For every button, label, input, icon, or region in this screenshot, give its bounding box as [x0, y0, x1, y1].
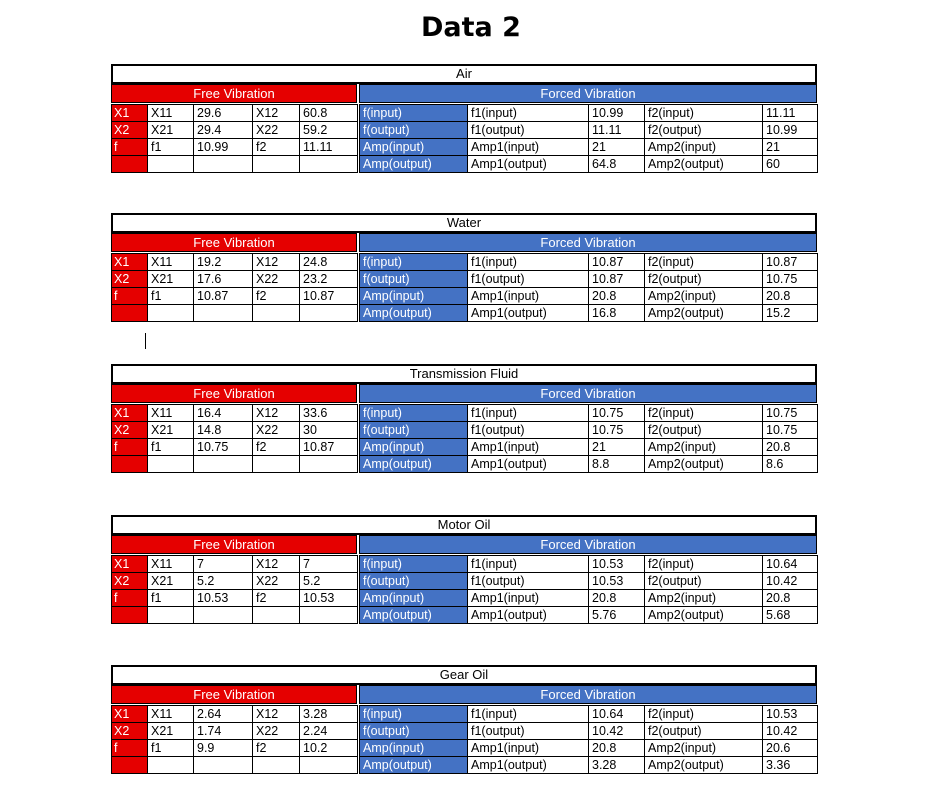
table-cell: [148, 757, 194, 774]
table-cell: 10.75: [763, 405, 818, 422]
table-cell: X1: [112, 706, 148, 723]
table-cell: 20.6: [763, 740, 818, 757]
table-cell: Amp1(input): [468, 288, 589, 305]
free-vibration-header: Free Vibration: [111, 84, 357, 103]
table-cell: X1: [112, 254, 148, 271]
free-vibration-header: Free Vibration: [111, 384, 357, 403]
table-cell: f2(output): [645, 122, 763, 139]
table-cell: X11: [148, 405, 194, 422]
table-cell: 10.99: [194, 139, 253, 156]
table-cell: [253, 607, 300, 624]
table-row: [360, 422, 818, 439]
table-row: [112, 573, 358, 590]
table-cell: [300, 607, 358, 624]
table-cell: [112, 456, 148, 473]
table-cell: X22: [253, 573, 300, 590]
table-cell: 10.75: [589, 422, 645, 439]
table-cell: f2(output): [645, 573, 763, 590]
table-cell: [194, 607, 253, 624]
table-cell: f2: [253, 590, 300, 607]
table-cell: f(output): [360, 573, 468, 590]
table-row: [112, 122, 358, 139]
table-cell: f(output): [360, 422, 468, 439]
table-cell: 10.99: [763, 122, 818, 139]
table-row: [360, 757, 818, 774]
table-cell: Amp1(input): [468, 590, 589, 607]
table-cell: f(output): [360, 271, 468, 288]
table-cell: 10.75: [589, 405, 645, 422]
data-block: [111, 364, 817, 482]
table-cell: 16.4: [194, 405, 253, 422]
table-row: [112, 456, 358, 473]
table-cell: X12: [253, 556, 300, 573]
table-cell: 7: [194, 556, 253, 573]
table-cell: 10.64: [589, 706, 645, 723]
table-cell: X1: [112, 405, 148, 422]
table-cell: [112, 757, 148, 774]
table-cell: [148, 305, 194, 322]
fluid-title: Motor Oil: [111, 515, 817, 535]
table-cell: f2(output): [645, 271, 763, 288]
table-cell: X11: [148, 254, 194, 271]
table-cell: 15.2: [763, 305, 818, 322]
table-cell: f(input): [360, 105, 468, 122]
table-row: [112, 288, 358, 305]
table-cell: 23.2: [300, 271, 358, 288]
table-cell: f2(input): [645, 556, 763, 573]
table-row: [112, 271, 358, 288]
table-cell: [300, 456, 358, 473]
free-vibration-header: Free Vibration: [111, 535, 357, 554]
table-cell: [253, 456, 300, 473]
table-cell: f1(output): [468, 422, 589, 439]
data-block: [111, 515, 817, 633]
table-cell: 10.75: [763, 271, 818, 288]
table-row: [360, 288, 818, 305]
table-cell: f1: [148, 439, 194, 456]
table-row: [360, 122, 818, 139]
table-cell: 30: [300, 422, 358, 439]
table-cell: X21: [148, 422, 194, 439]
table-cell: X12: [253, 706, 300, 723]
table-cell: X22: [253, 422, 300, 439]
table-cell: [253, 305, 300, 322]
table-cell: [300, 757, 358, 774]
forced-vibration-table: [359, 705, 818, 774]
table-cell: X21: [148, 271, 194, 288]
table-cell: 20.8: [589, 590, 645, 607]
table-cell: 10.2: [300, 740, 358, 757]
table-cell: Amp2(output): [645, 156, 763, 173]
table-cell: Amp1(output): [468, 757, 589, 774]
table-cell: 21: [589, 139, 645, 156]
table-row: [112, 723, 358, 740]
table-cell: 11.11: [763, 105, 818, 122]
table-cell: X11: [148, 556, 194, 573]
fluid-title: Air: [111, 64, 817, 84]
forced-vibration-table: [359, 253, 818, 322]
table-cell: 3.28: [300, 706, 358, 723]
table-cell: 10.87: [194, 288, 253, 305]
table-cell: 10.64: [763, 556, 818, 573]
table-row: [112, 556, 358, 573]
table-row: [360, 439, 818, 456]
table-cell: 10.87: [589, 271, 645, 288]
free-vibration-header: Free Vibration: [111, 685, 357, 704]
table-cell: f(input): [360, 405, 468, 422]
table-cell: 10.42: [763, 723, 818, 740]
table-cell: f(input): [360, 556, 468, 573]
table-cell: Amp(output): [360, 607, 468, 624]
table-cell: Amp2(output): [645, 757, 763, 774]
table-cell: f1(output): [468, 271, 589, 288]
table-cell: f2: [253, 288, 300, 305]
table-cell: Amp(output): [360, 305, 468, 322]
table-cell: 5.2: [300, 573, 358, 590]
page-title: Data 2: [421, 12, 521, 43]
table-row: [360, 740, 818, 757]
table-cell: X22: [253, 271, 300, 288]
table-cell: Amp2(input): [645, 740, 763, 757]
table-cell: [112, 156, 148, 173]
table-cell: 14.8: [194, 422, 253, 439]
table-row: [360, 156, 818, 173]
table-cell: Amp(input): [360, 740, 468, 757]
table-cell: 10.42: [763, 573, 818, 590]
table-row: [360, 573, 818, 590]
table-cell: [148, 456, 194, 473]
table-cell: f(output): [360, 122, 468, 139]
table-row: [360, 254, 818, 271]
forced-vibration-header: Forced Vibration: [359, 84, 817, 103]
table-cell: 60.8: [300, 105, 358, 122]
table-cell: 20.8: [589, 288, 645, 305]
table-row: [112, 439, 358, 456]
free-vibration-table: [111, 253, 358, 322]
table-row: [112, 405, 358, 422]
table-row: [112, 305, 358, 322]
table-cell: Amp2(input): [645, 590, 763, 607]
table-row: [112, 706, 358, 723]
table-cell: 5.68: [763, 607, 818, 624]
free-vibration-header: Free Vibration: [111, 233, 357, 252]
forced-vibration-header: Forced Vibration: [359, 685, 817, 704]
table-cell: f2(output): [645, 723, 763, 740]
table-cell: f2(input): [645, 254, 763, 271]
table-cell: X11: [148, 706, 194, 723]
table-row: [112, 757, 358, 774]
table-cell: f1(output): [468, 573, 589, 590]
table-cell: 3.36: [763, 757, 818, 774]
table-cell: f1(output): [468, 723, 589, 740]
table-cell: f1: [148, 590, 194, 607]
table-cell: f2(input): [645, 706, 763, 723]
table-row: [360, 405, 818, 422]
table-cell: Amp1(output): [468, 156, 589, 173]
table-cell: X2: [112, 122, 148, 139]
table-cell: f2: [253, 439, 300, 456]
table-cell: X2: [112, 271, 148, 288]
table-cell: Amp(output): [360, 456, 468, 473]
table-cell: 10.87: [589, 254, 645, 271]
table-cell: Amp2(input): [645, 288, 763, 305]
table-row: [360, 556, 818, 573]
table-cell: Amp1(input): [468, 139, 589, 156]
table-cell: f2(output): [645, 422, 763, 439]
table-cell: [194, 757, 253, 774]
table-cell: 10.53: [300, 590, 358, 607]
table-cell: X12: [253, 254, 300, 271]
table-cell: X1: [112, 105, 148, 122]
table-row: [360, 723, 818, 740]
table-row: [112, 156, 358, 173]
table-row: [112, 590, 358, 607]
table-cell: f1(output): [468, 122, 589, 139]
table-cell: [112, 607, 148, 624]
table-cell: Amp(input): [360, 139, 468, 156]
table-row: [112, 105, 358, 122]
free-vibration-table: [111, 404, 358, 473]
table-cell: Amp1(input): [468, 439, 589, 456]
table-cell: [253, 156, 300, 173]
table-cell: f1: [148, 139, 194, 156]
table-row: [360, 456, 818, 473]
table-cell: X21: [148, 573, 194, 590]
table-cell: 20.8: [763, 439, 818, 456]
forced-vibration-header: Forced Vibration: [359, 233, 817, 252]
table-cell: f1(input): [468, 254, 589, 271]
table-row: [360, 139, 818, 156]
table-cell: X22: [253, 723, 300, 740]
table-cell: 10.75: [763, 422, 818, 439]
stray-line-mark: [145, 333, 146, 349]
table-cell: f2: [253, 740, 300, 757]
data-block: [111, 665, 817, 783]
table-row: [360, 607, 818, 624]
table-row: [360, 271, 818, 288]
table-cell: X21: [148, 723, 194, 740]
table-cell: [148, 607, 194, 624]
table-cell: Amp(input): [360, 590, 468, 607]
data-block: [111, 64, 817, 182]
table-cell: 19.2: [194, 254, 253, 271]
table-cell: f(input): [360, 254, 468, 271]
table-cell: 10.87: [763, 254, 818, 271]
table-cell: f(input): [360, 706, 468, 723]
table-row: [112, 607, 358, 624]
table-cell: 10.87: [300, 439, 358, 456]
fluid-title: Water: [111, 213, 817, 233]
table-cell: Amp(input): [360, 439, 468, 456]
table-cell: X2: [112, 723, 148, 740]
table-cell: f1(input): [468, 405, 589, 422]
table-cell: 20.8: [763, 590, 818, 607]
table-cell: 10.87: [300, 288, 358, 305]
table-cell: 20.8: [589, 740, 645, 757]
table-row: [360, 706, 818, 723]
table-cell: 1.74: [194, 723, 253, 740]
table-cell: 24.8: [300, 254, 358, 271]
table-cell: 2.64: [194, 706, 253, 723]
table-row: [360, 590, 818, 607]
table-cell: f: [112, 439, 148, 456]
table-cell: f2(input): [645, 405, 763, 422]
table-cell: 17.6: [194, 271, 253, 288]
table-cell: 7: [300, 556, 358, 573]
table-cell: 20.8: [763, 288, 818, 305]
table-cell: Amp1(input): [468, 740, 589, 757]
table-cell: 21: [763, 139, 818, 156]
table-cell: 10.53: [589, 573, 645, 590]
table-cell: 5.2: [194, 573, 253, 590]
table-cell: Amp(output): [360, 156, 468, 173]
table-cell: X12: [253, 405, 300, 422]
table-cell: 29.4: [194, 122, 253, 139]
table-cell: f2: [253, 139, 300, 156]
table-cell: [148, 156, 194, 173]
table-cell: 9.9: [194, 740, 253, 757]
fluid-title: Transmission Fluid: [111, 364, 817, 384]
table-cell: 10.53: [589, 556, 645, 573]
table-cell: X22: [253, 122, 300, 139]
table-cell: Amp1(output): [468, 607, 589, 624]
table-cell: Amp1(output): [468, 305, 589, 322]
table-cell: Amp2(output): [645, 305, 763, 322]
table-cell: f1: [148, 740, 194, 757]
table-cell: 8.8: [589, 456, 645, 473]
table-cell: f1(input): [468, 105, 589, 122]
table-cell: 3.28: [589, 757, 645, 774]
table-cell: 59.2: [300, 122, 358, 139]
table-cell: [194, 456, 253, 473]
table-cell: 10.99: [589, 105, 645, 122]
table-cell: Amp(input): [360, 288, 468, 305]
table-cell: 8.6: [763, 456, 818, 473]
table-cell: Amp2(input): [645, 139, 763, 156]
table-cell: [300, 156, 358, 173]
free-vibration-table: [111, 104, 358, 173]
table-row: [360, 105, 818, 122]
table-cell: f: [112, 740, 148, 757]
table-cell: Amp(output): [360, 757, 468, 774]
table-cell: 21: [589, 439, 645, 456]
table-cell: f: [112, 288, 148, 305]
forced-vibration-table: [359, 555, 818, 624]
table-cell: f: [112, 139, 148, 156]
table-cell: f1(input): [468, 556, 589, 573]
table-cell: Amp2(input): [645, 439, 763, 456]
table-cell: [112, 305, 148, 322]
table-row: [112, 139, 358, 156]
table-cell: 2.24: [300, 723, 358, 740]
table-cell: X1: [112, 556, 148, 573]
table-cell: Amp2(output): [645, 456, 763, 473]
table-cell: [300, 305, 358, 322]
table-row: [112, 422, 358, 439]
table-row: [112, 740, 358, 757]
table-cell: f1: [148, 288, 194, 305]
table-cell: X12: [253, 105, 300, 122]
table-cell: X2: [112, 573, 148, 590]
forced-vibration-header: Forced Vibration: [359, 384, 817, 403]
table-cell: 11.11: [300, 139, 358, 156]
free-vibration-table: [111, 705, 358, 774]
table-cell: 10.53: [194, 590, 253, 607]
table-row: [360, 305, 818, 322]
table-cell: X11: [148, 105, 194, 122]
table-cell: 11.11: [589, 122, 645, 139]
table-cell: [194, 305, 253, 322]
table-cell: 16.8: [589, 305, 645, 322]
table-cell: Amp1(output): [468, 456, 589, 473]
table-cell: [253, 757, 300, 774]
table-cell: Amp2(output): [645, 607, 763, 624]
forced-vibration-table: [359, 104, 818, 173]
table-cell: 29.6: [194, 105, 253, 122]
table-cell: f(output): [360, 723, 468, 740]
free-vibration-table: [111, 555, 358, 624]
table-cell: f1(input): [468, 706, 589, 723]
forced-vibration-table: [359, 404, 818, 473]
table-cell: 10.42: [589, 723, 645, 740]
table-cell: 10.75: [194, 439, 253, 456]
table-cell: 10.53: [763, 706, 818, 723]
fluid-title: Gear Oil: [111, 665, 817, 685]
table-cell: f2(input): [645, 105, 763, 122]
table-cell: X21: [148, 122, 194, 139]
data-block: [111, 213, 817, 331]
table-cell: 33.6: [300, 405, 358, 422]
table-cell: X2: [112, 422, 148, 439]
table-row: [112, 254, 358, 271]
table-cell: [194, 156, 253, 173]
table-cell: 64.8: [589, 156, 645, 173]
forced-vibration-header: Forced Vibration: [359, 535, 817, 554]
table-cell: 5.76: [589, 607, 645, 624]
table-cell: f: [112, 590, 148, 607]
table-cell: 60: [763, 156, 818, 173]
